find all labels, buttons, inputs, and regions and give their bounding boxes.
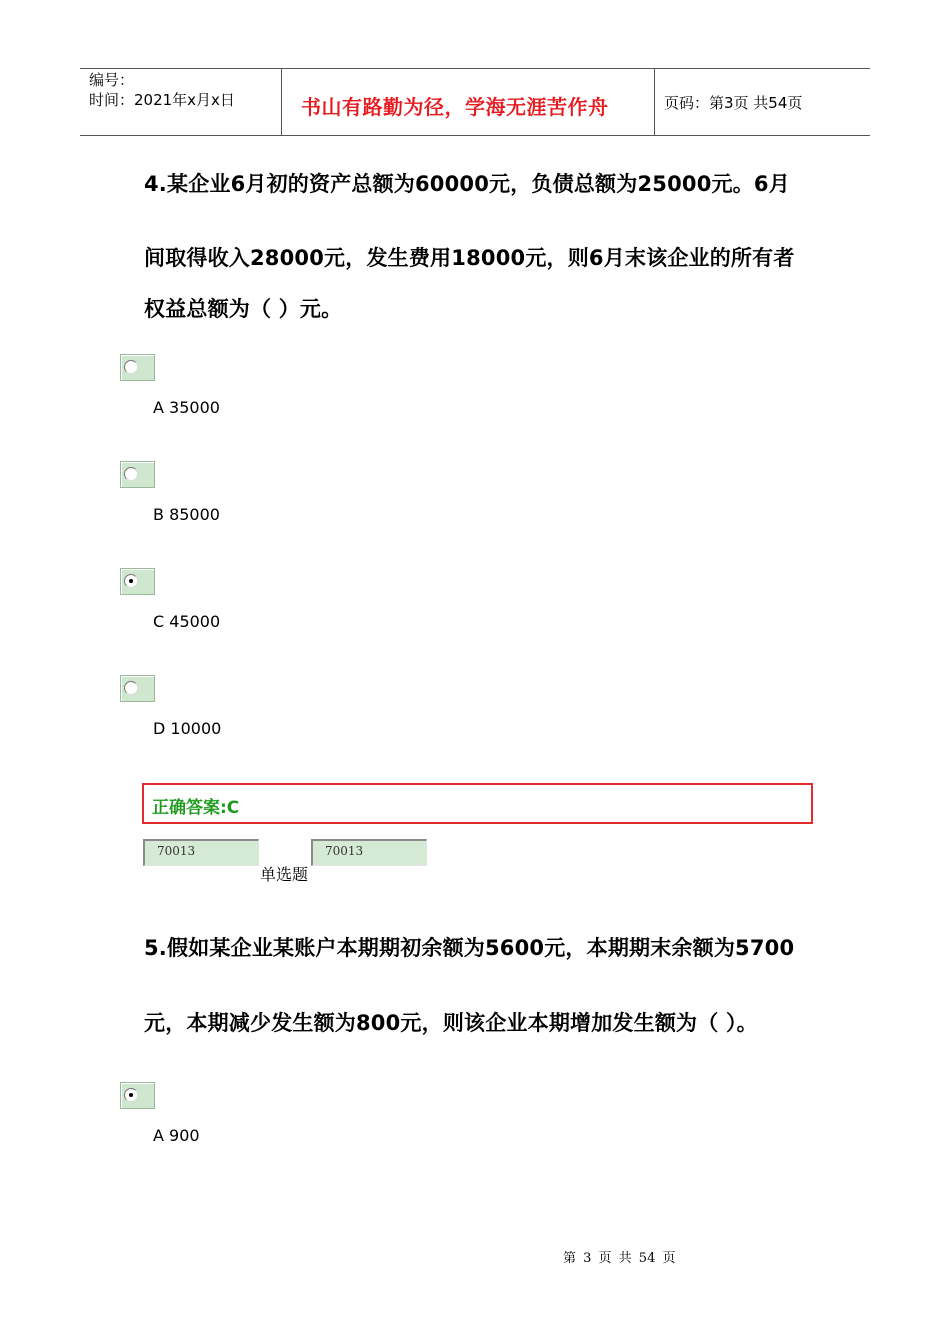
option-b-label: B 85000 — [153, 505, 220, 524]
page-info: 页码：第3页 共54页 — [664, 94, 803, 112]
question-text-line: 元，本期减少发生额为800元，则该企业本期增加发生额为（ ）。 — [144, 1011, 758, 1035]
question-code-field[interactable] — [311, 839, 427, 866]
question-type-label: 单选题 — [260, 865, 309, 884]
header-divider — [281, 68, 282, 135]
option-d-radio[interactable] — [120, 675, 155, 702]
option-a-label: A 900 — [153, 1126, 200, 1145]
page-footer: 第 3 页 共 54 页 — [563, 1251, 676, 1266]
radio-circle-icon — [124, 681, 138, 695]
question-code-value: 70013 — [325, 844, 364, 858]
option-a-radio[interactable] — [120, 354, 155, 381]
document-number-label: 编号： — [89, 71, 135, 89]
option-c-label: C 45000 — [153, 612, 221, 631]
option-b-radio[interactable] — [120, 461, 155, 488]
option-c-radio[interactable] — [120, 568, 155, 595]
correct-answer-box — [142, 783, 813, 824]
header-motto: 书山有路勤为径，学海无涯苦作舟 — [301, 95, 609, 119]
radio-circle-icon — [124, 360, 138, 374]
question-text-line: 权益总额为（ ）元。 — [144, 297, 343, 321]
radio-circle-icon — [124, 467, 138, 481]
question-text-line: 间取得收入28000元，发生费用18000元，则6月末该企业的所有者 — [144, 246, 795, 270]
document-time-label: 时间：2021年x月x日 — [89, 91, 235, 109]
option-a-radio[interactable] — [120, 1082, 155, 1109]
question-text-line: 5.假如某企业某账户本期期初余额为5600元，本期期末余额为5700 — [144, 936, 795, 960]
correct-answer-text: 正确答案:C — [152, 798, 240, 818]
header-bottom-border — [80, 135, 870, 136]
question-text-line: 4.某企业6月初的资产总额为60000元，负债总额为25000元。6月 — [144, 172, 790, 196]
question-code-value: 70013 — [157, 844, 196, 858]
question-code-field[interactable] — [143, 839, 259, 866]
header-divider — [654, 68, 655, 135]
radio-selected-dot-icon — [129, 579, 133, 583]
radio-circle-icon — [124, 1088, 138, 1102]
option-d-label: D 10000 — [153, 719, 222, 738]
radio-selected-dot-icon — [129, 1093, 133, 1097]
radio-circle-icon — [124, 574, 138, 588]
header-top-border — [80, 68, 870, 69]
option-a-label: A 35000 — [153, 398, 220, 417]
